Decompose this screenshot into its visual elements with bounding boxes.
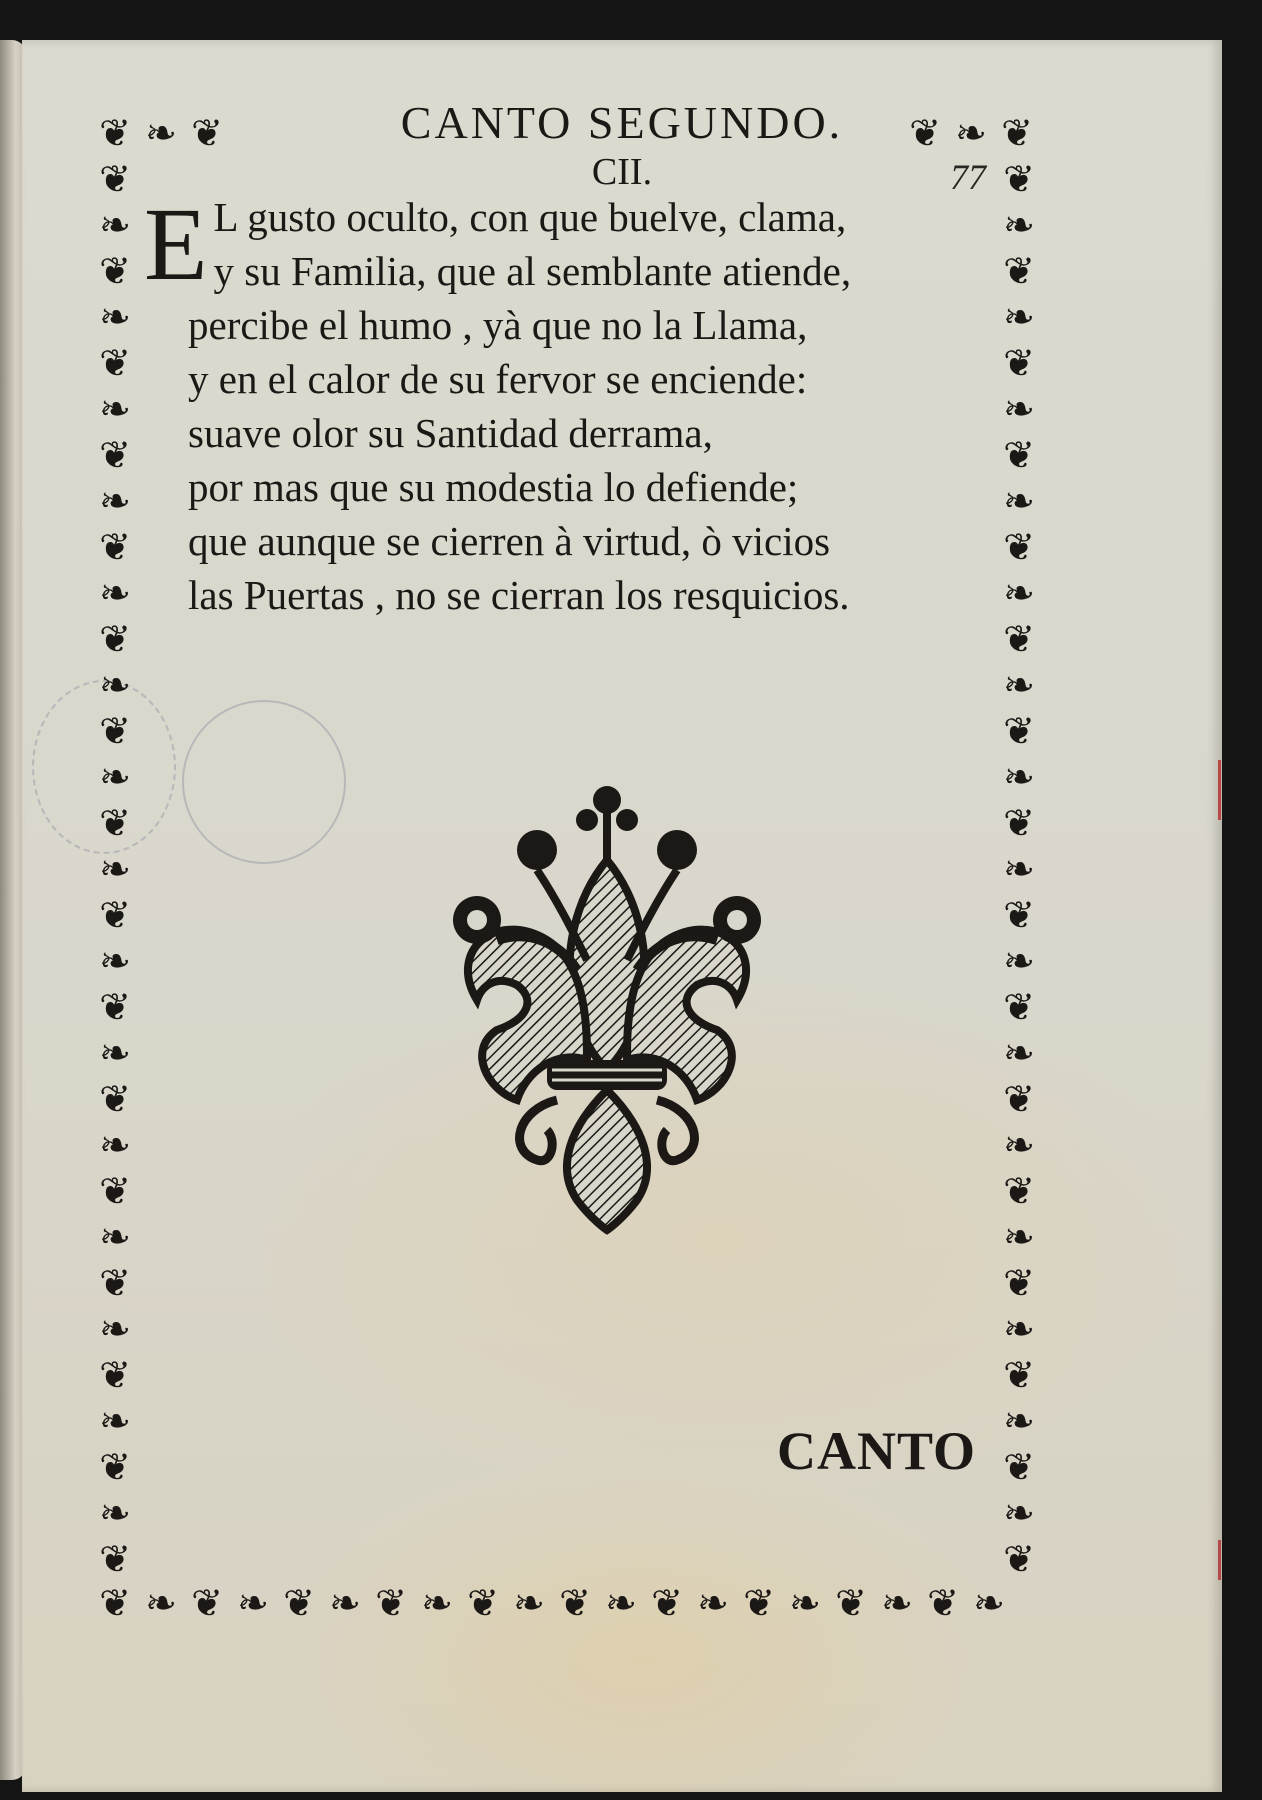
- page-number: 77: [950, 157, 986, 197]
- fleuron-ornament-icon: ❦: [99, 893, 131, 937]
- fleuron-ornament-icon: ❦: [1003, 249, 1035, 293]
- fleuron-ornament-icon: ❦: [99, 709, 131, 753]
- fleuron-ornament-icon: ❧: [1003, 1491, 1035, 1535]
- fleuron-ornament-icon: ❦: [467, 1581, 499, 1625]
- book-page: [22, 40, 1222, 1792]
- fleuron-ornament-icon: ❧: [881, 1581, 913, 1625]
- fleuron-ornament-icon: ❧: [789, 1581, 821, 1625]
- fleuron-ornament-icon: ❦: [1003, 433, 1035, 477]
- drop-cap: E: [144, 187, 208, 302]
- fleuron-ornament-icon: ❧: [513, 1581, 545, 1625]
- verse-line: por mas que su modestia lo defiende;: [188, 464, 799, 510]
- red-margin-mark: [1218, 1540, 1221, 1580]
- fleuron-ornament-icon: ❦: [99, 1353, 131, 1397]
- fleuron-ornament-icon: ❧: [99, 295, 131, 339]
- fleuron-ornament-icon: ❦: [191, 111, 223, 155]
- fleuron-ornament-icon: ❦: [99, 1261, 131, 1305]
- verse-line: y su Familia, que al semblante atiende,: [213, 248, 852, 294]
- fleuron-ornament-icon: ❧: [421, 1581, 453, 1625]
- fleuron-ornament-icon: ❦: [99, 157, 131, 201]
- verse-line: que aunque se cierren à virtud, ò vicios: [188, 518, 831, 564]
- verse-line: L gusto oculto, con que buelve, clama,: [213, 194, 847, 240]
- fleuron-ornament-icon: ❧: [99, 755, 131, 799]
- right-ornament-border: [996, 156, 1042, 1582]
- fleuron-ornament-icon: ❦: [1003, 1445, 1035, 1489]
- fleuron-ornament-icon: ❦: [1003, 709, 1035, 753]
- fleuron-ornament-icon: ❦: [99, 1169, 131, 1213]
- fleuron-ornament-icon: ❦: [99, 111, 131, 155]
- fleuron-ornament-icon: ❦: [99, 1581, 131, 1625]
- fleuron-ornament-icon: ❦: [1003, 893, 1035, 937]
- stanza-text: [144, 187, 964, 622]
- fleuron-ornament-icon: ❦: [1003, 341, 1035, 385]
- fleuron-ornament-icon: ❧: [1003, 755, 1035, 799]
- fleuron-ornament-icon: ❧: [1003, 1215, 1035, 1259]
- fleuron-ornament-icon: ❧: [99, 479, 131, 523]
- fleuron-ornament-icon: ❧: [99, 1123, 131, 1167]
- fleuron-ornament-icon: ❦: [743, 1581, 775, 1625]
- fleuron-ornament-icon: ❦: [191, 1581, 223, 1625]
- fleuron-ornament-icon: ❧: [1003, 663, 1035, 707]
- fleuron-ornament-icon: ❦: [1001, 111, 1033, 155]
- fleuron-ornament-icon: ❦: [99, 617, 131, 661]
- fleuron-ornament-icon: ❦: [1003, 1261, 1035, 1305]
- fleuron-ornament-icon: ❧: [1003, 479, 1035, 523]
- fleuron-ornament-icon: ❧: [973, 1581, 1005, 1625]
- fleuron-ornament-icon: ❧: [99, 387, 131, 431]
- fleuron-ornament-icon: ❦: [835, 1581, 867, 1625]
- fleuron-ornament-icon: ❧: [145, 1581, 177, 1625]
- fleuron-ornament-icon: ❦: [1003, 1353, 1035, 1397]
- fleuron-ornament-icon: ❦: [99, 341, 131, 385]
- catchword: CANTO: [776, 1421, 976, 1481]
- fleuron-ornament-icon: ❦: [1003, 1537, 1035, 1581]
- verse-line: percibe el humo , yà que no la Llama,: [188, 302, 808, 348]
- running-head: CANTO SEGUNDO.: [400, 97, 844, 148]
- fleuron-ornament-icon: ❦: [375, 1581, 407, 1625]
- fleuron-ornament-icon: ❧: [99, 1307, 131, 1351]
- fleuron-ornament-icon: ❧: [99, 847, 131, 891]
- fleuron-ornament-icon: ❦: [1003, 525, 1035, 569]
- fleur-de-lis-woodcut-icon: [437, 770, 777, 1240]
- fleuron-ornament-icon: ❦: [99, 525, 131, 569]
- fleuron-ornament-icon: ❦: [99, 1537, 131, 1581]
- fleuron-ornament-icon: ❦: [559, 1581, 591, 1625]
- left-ornament-border: [92, 156, 138, 1582]
- fleuron-ornament-icon: ❦: [99, 1077, 131, 1121]
- fleuron-ornament-icon: ❦: [1003, 1169, 1035, 1213]
- fleuron-ornament-icon: ❦: [1003, 801, 1035, 845]
- fleuron-ornament-icon: ❦: [99, 1445, 131, 1489]
- fleuron-ornament-icon: ❧: [99, 1491, 131, 1535]
- fleuron-ornament-icon: ❦: [283, 1581, 315, 1625]
- fleuron-ornament-icon: ❧: [99, 1031, 131, 1075]
- fleuron-ornament-icon: ❦: [99, 985, 131, 1029]
- verse-line: suave olor su Santidad derrama,: [188, 410, 713, 456]
- fleuron-ornament-icon: ❦: [1003, 157, 1035, 201]
- fleuron-ornament-icon: ❧: [1003, 387, 1035, 431]
- bottom-ornament-border: [92, 1580, 1012, 1626]
- fleuron-ornament-icon: ❧: [99, 939, 131, 983]
- fleuron-ornament-icon: ❧: [697, 1581, 729, 1625]
- fleuron-ornament-icon: ❧: [1003, 1307, 1035, 1351]
- verse-line: las Puertas , no se cierran los resquicios.: [188, 572, 850, 618]
- fleuron-ornament-icon: ❧: [145, 111, 177, 155]
- fleuron-ornament-icon: ❦: [1003, 985, 1035, 1029]
- fleuron-ornament-icon: ❧: [1003, 571, 1035, 615]
- fleuron-ornament-icon: ❧: [1003, 203, 1035, 247]
- fleuron-ornament-icon: ❧: [1003, 1123, 1035, 1167]
- fleuron-ornament-icon: ❧: [99, 663, 131, 707]
- fleuron-ornament-icon: ❧: [99, 571, 131, 615]
- fleuron-ornament-icon: ❧: [329, 1581, 361, 1625]
- fleuron-ornament-icon: ❧: [955, 111, 987, 155]
- fleuron-ornament-icon: ❧: [1003, 1031, 1035, 1075]
- fleuron-ornament-icon: ❦: [99, 801, 131, 845]
- fleuron-ornament-icon: ❧: [1003, 295, 1035, 339]
- fleuron-ornament-icon: ❦: [99, 249, 131, 293]
- verse-line: y en el calor de su fervor se enciende:: [188, 356, 808, 402]
- fleuron-ornament-icon: ❧: [99, 203, 131, 247]
- fleuron-ornament-icon: ❦: [1003, 617, 1035, 661]
- fleuron-ornament-icon: ❦: [909, 111, 941, 155]
- fleuron-ornament-icon: ❧: [99, 1215, 131, 1259]
- fleuron-ornament-icon: ❦: [651, 1581, 683, 1625]
- fleuron-ornament-icon: ❦: [1003, 1077, 1035, 1121]
- library-stamp: [182, 700, 346, 864]
- fleuron-ornament-icon: ❧: [1003, 939, 1035, 983]
- fleuron-ornament-icon: ❧: [99, 1399, 131, 1443]
- red-margin-mark: [1218, 760, 1221, 820]
- fleuron-ornament-icon: ❦: [99, 433, 131, 477]
- fleuron-ornament-icon: ❧: [237, 1581, 269, 1625]
- stanza-number: CII.: [591, 151, 653, 193]
- fleuron-ornament-icon: ❦: [927, 1581, 959, 1625]
- fleuron-ornament-icon: ❧: [1003, 847, 1035, 891]
- fleuron-ornament-icon: ❧: [1003, 1399, 1035, 1443]
- fleuron-ornament-icon: ❧: [605, 1581, 637, 1625]
